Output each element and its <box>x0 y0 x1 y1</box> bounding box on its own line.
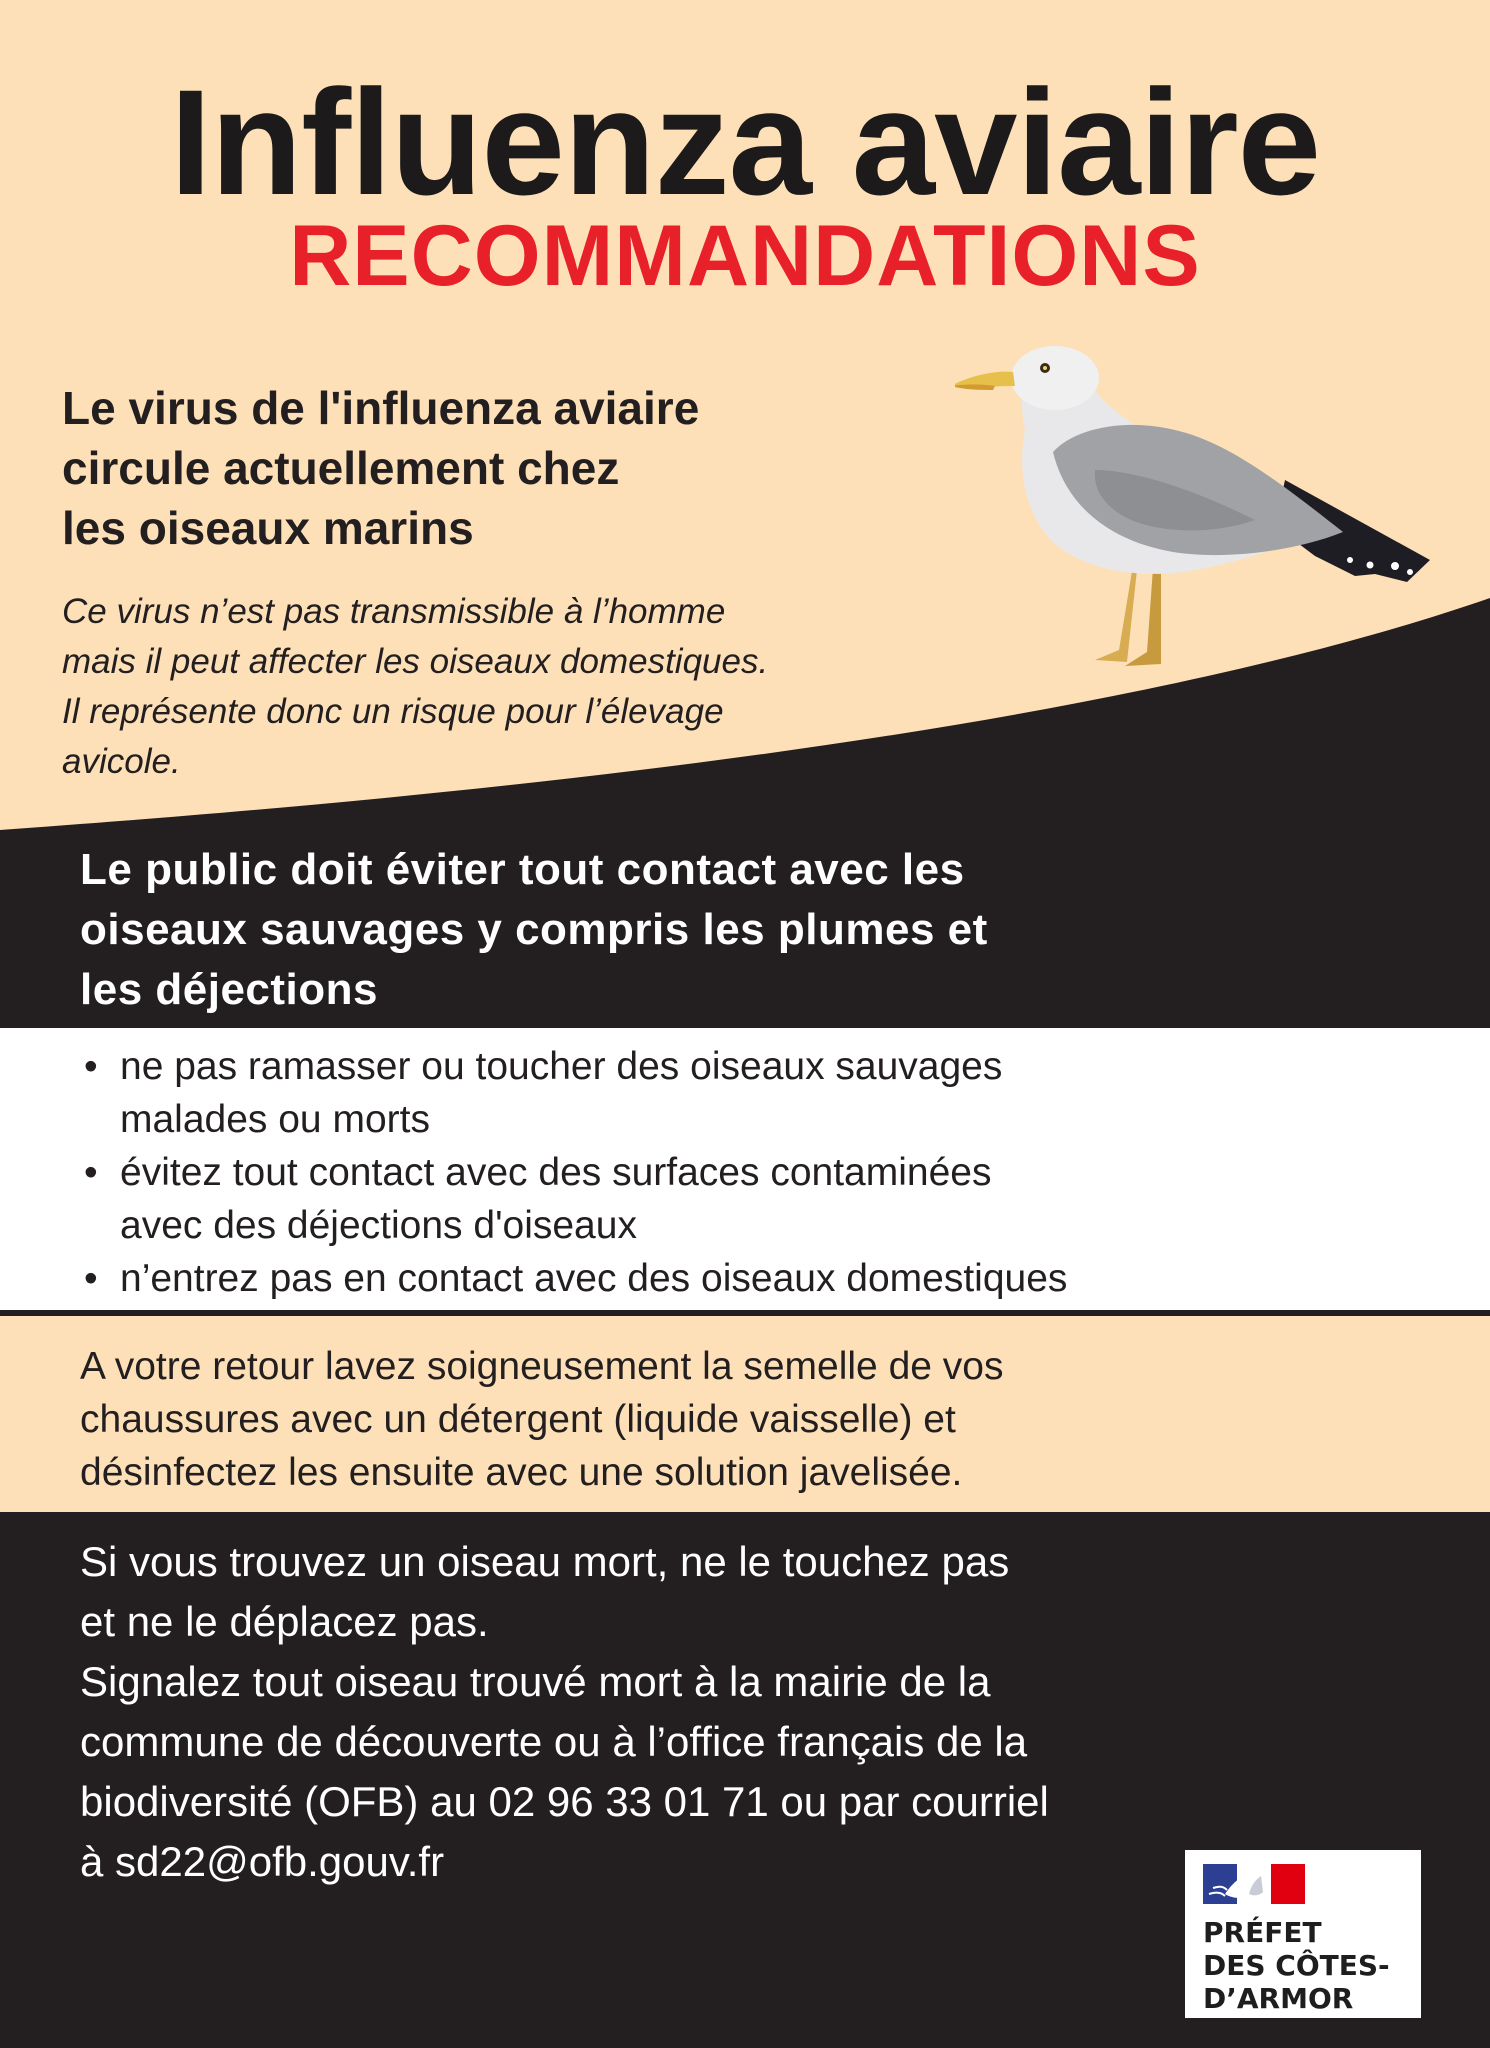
wash-line: A votre retour lavez soigneusement la semelle de vos <box>80 1345 1004 1388</box>
list-item-line: n’entrez pas en contact avec des oiseaux domestiques <box>120 1257 1068 1300</box>
intro-lead <box>62 378 1022 558</box>
warning-line: Le public doit éviter tout contact avec les <box>80 845 965 894</box>
prefecture-name-line: DES CÔTES- <box>1203 1949 1390 1982</box>
prefecture-name-line: PRÉFET <box>1203 1916 1322 1949</box>
intro-lead-line: circule actuellement chez <box>62 442 620 494</box>
prefecture-name <box>1203 1916 1413 2015</box>
warning-line: les déjections <box>80 965 379 1014</box>
prefecture-name-line: D’ARMOR <box>1203 1982 1354 2015</box>
list-item-line: avec des déjections d'oiseaux <box>120 1204 637 1247</box>
list-item <box>80 1252 1470 1305</box>
wash-line: chaussures avec un détergent (liquide vaisselle) et <box>80 1398 956 1441</box>
report-line: biodiversité (OFB) au 02 96 33 01 71 ou par courriel <box>80 1778 1049 1825</box>
list-item <box>80 1146 1470 1252</box>
seagull-icon <box>955 320 1435 680</box>
report-line: Si vous trouvez un oiseau mort, ne le touchez pas <box>80 1538 1010 1585</box>
prefecture-logo <box>1185 1850 1421 2018</box>
list-item-line: évitez tout contact avec des surfaces contaminées <box>120 1151 992 1194</box>
list-item <box>80 1040 1470 1146</box>
report-contact-email: à sd22@ofb.gouv.fr <box>80 1838 445 1885</box>
bullet-icon: • <box>84 1257 98 1300</box>
page-subtitle: RECOMMANDATIONS <box>289 208 1201 304</box>
bullet-icon: • <box>84 1045 98 1088</box>
intro-note-line: avicole. <box>62 742 181 781</box>
wash-section <box>0 1316 1490 1512</box>
warning-section <box>0 832 1490 1026</box>
rules-list <box>80 1040 1470 1305</box>
intro-note <box>62 587 1072 787</box>
report-line: commune de découverte ou à l’office français de la <box>80 1718 1028 1765</box>
warning-line: oiseaux sauvages y compris les plumes et <box>80 905 988 954</box>
list-item-line: malades ou morts <box>120 1098 430 1141</box>
wash-line: désinfectez les ensuite avec une solution javelisée. <box>80 1451 963 1494</box>
intro-lead-line: Le virus de l'influenza aviaire <box>62 382 700 434</box>
intro-note-line: mais il peut affecter les oiseaux domestiques. <box>62 642 769 681</box>
bullet-icon: • <box>84 1151 98 1194</box>
warning-text <box>80 840 1460 1020</box>
page-title: Influenza aviaire <box>169 58 1321 226</box>
report-line: et ne le déplacez pas. <box>80 1598 489 1645</box>
report-text <box>80 1532 1470 1892</box>
intro-note-line: Il représente donc un risque pour l’élevage <box>62 692 724 731</box>
list-item-line: ne pas ramasser ou toucher des oiseaux sauvages <box>120 1045 1003 1088</box>
rules-section <box>0 1028 1490 1310</box>
marianne-flag-icon <box>1203 1864 1305 1904</box>
intro-note-line: Ce virus n’est pas transmissible à l’homme <box>62 592 726 631</box>
wash-text <box>80 1340 1470 1499</box>
intro-lead-line: les oiseaux marins <box>62 502 474 554</box>
report-line: Signalez tout oiseau trouvé mort à la mairie de la <box>80 1658 991 1705</box>
